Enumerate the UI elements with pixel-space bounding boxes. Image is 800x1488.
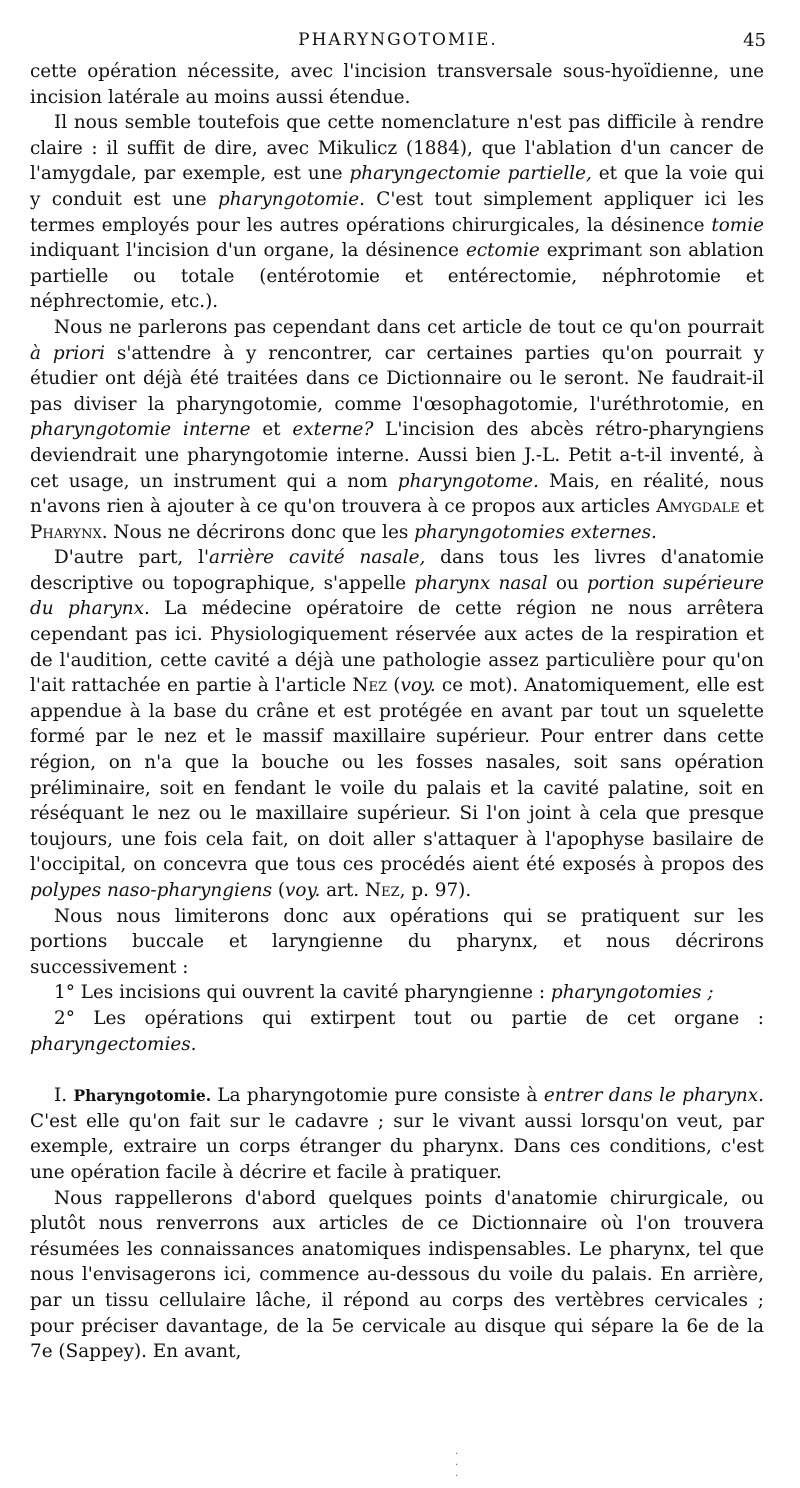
paragraph: cette opération nécessite, avec l'incision transversale sous-hyoïdienne, une incision latérale au moins aussi étendue. xyxy=(30,61,764,108)
list-item: 1° Les incisions qui ouvrent la cavité pharyngienne : pharyngotomies ; xyxy=(54,982,714,1004)
cross-reference: Pharynx xyxy=(30,521,102,543)
page-number: 45 xyxy=(743,30,766,51)
paragraph: D'autre part, l'arrière cavité nasale, dans tous les livres d'anatomie descriptive ou topographique, s'appelle pharynx nasal ou portion supérieure du pharynx. La médecine opératoire de cette région ne nous arrêtera cependant pas ici. Physiologiquement réservée aux actes de la respiration et de l'audition, cette cavité a déjà une pathologie assez particulière pour qu'on l'ait rattachée en partie à l'article Nez (voy. ce mot). Anatomiquement, elle est appendue à la base du crâne et est protégée en avant par tout un squelette formé par le nez et le massif maxillaire supérieur. Pour entrer dans cette région, on n'a que la bouche ou les fosses nasales, soit sans opération préliminaire, soit en fendant le voile du palais et la cavité palatine, soit en réséquant le nez ou le maxillaire supérieur. Si l'on joint à cela que presque toujours, une fois cela fait, on doit aller s'attaquer à l'apophyse basilaire de l'occipital, on concevra que tous ces procédés aient été exposés à propos des polypes naso-pharyngiens (voy. art. Nez, p. 97). xyxy=(30,547,765,901)
paragraph: Nous rappellerons d'abord quelques points d'anatomie chirurgicale, ou plutôt nous renverrons aux articles de ce Dictionnaire où l'on trouvera résumées les connaissances anatomiques indispensables. Le pharynx, tel que nous l'envisagerons ici, commence au-dessous du voile du palais. En arrière, par un tissu cellulaire lâche, il répond au corps des vertèbres cervicales ; pour préciser davantage, de la 5e cervicale au disque qui sépare la 6e de la 7e (Sappey). En avant, xyxy=(30,1187,764,1363)
list-item: 2° Les opérations qui extirpent tout ou partie de cet organe : pharyngectomies. xyxy=(30,1007,764,1055)
printer-marks: . . . xyxy=(455,1446,609,1479)
paragraph: Nous nous limiterons donc aux opérations qui se pratiquent sur les portions buccale et laryngienne du pharynx, et nous décrirons successivement : xyxy=(30,905,764,978)
paragraph: Il nous semble toutefois que cette nomenclature n'est pas difficile à rendre claire : il suffit de dire, avec Mikulicz (1884), que l'ablation d'un cancer de l'amygdale, par exemple, est une pharyngectomie partielle, et que la voie qui y conduit est une pharyngotomie. C'est tout simplement appliquer ici les termes employés pour les autres opérations chirurgicales, la désinence tomie indiquant l'incision d'un organe, la désinence ectomie exprimant son ablation partielle ou totale (entérotomie et entérectomie, néphrotomie et néphrectomie, etc.). xyxy=(30,112,765,313)
body-text xyxy=(30,59,764,1365)
running-head xyxy=(30,30,766,56)
cross-reference: Nez xyxy=(365,880,400,901)
section-heading: Pharyngotomie. xyxy=(73,1086,212,1106)
section-number: I. xyxy=(54,1085,68,1107)
cross-reference: Nez xyxy=(352,675,388,697)
cross-reference: Amygdale xyxy=(656,496,740,518)
paragraph: Nous ne parlerons pas cependant dans cet article de tout ce qu'on pourrait à priori s'attendre à y rencontrer, car certaines parties qu'on pourrait y étudier ont déjà été traitées dans ce Dictionnaire ou le seront. Ne faudrait-il pas diviser la pharyngotomie, comme l'œsophagotomie, l'uréthrotomie, en pharyngotomie interne et externe? L'incision des abcès rétro-pharyngiens deviendrait une pharyngotomie interne. Aussi bien J.-L. Petit a-t-il inventé, à cet usage, un instrument qui a nom pharyngotome. Mais, en réalité, nous n'avons rien à ajouter à ce qu'on trouvera à ce propos aux articles Amygdale et Pharynx. Nous ne décrirons donc que les pharyngotomies externes. xyxy=(30,316,765,543)
section-paragraph: I. Pharyngotomie. La pharyngotomie pure consiste à entrer dans le pharynx. C'est elle qu'on fait sur le cadavre ; sur le vivant aussi lorsqu'on veut, par exemple, extraire un corps étranger du pharynx. Dans ces conditions, c'est une opération facile à décrire et facile à pratiquer. xyxy=(30,1085,764,1183)
page-title: PHARYNGOTOMIE. xyxy=(298,30,498,50)
